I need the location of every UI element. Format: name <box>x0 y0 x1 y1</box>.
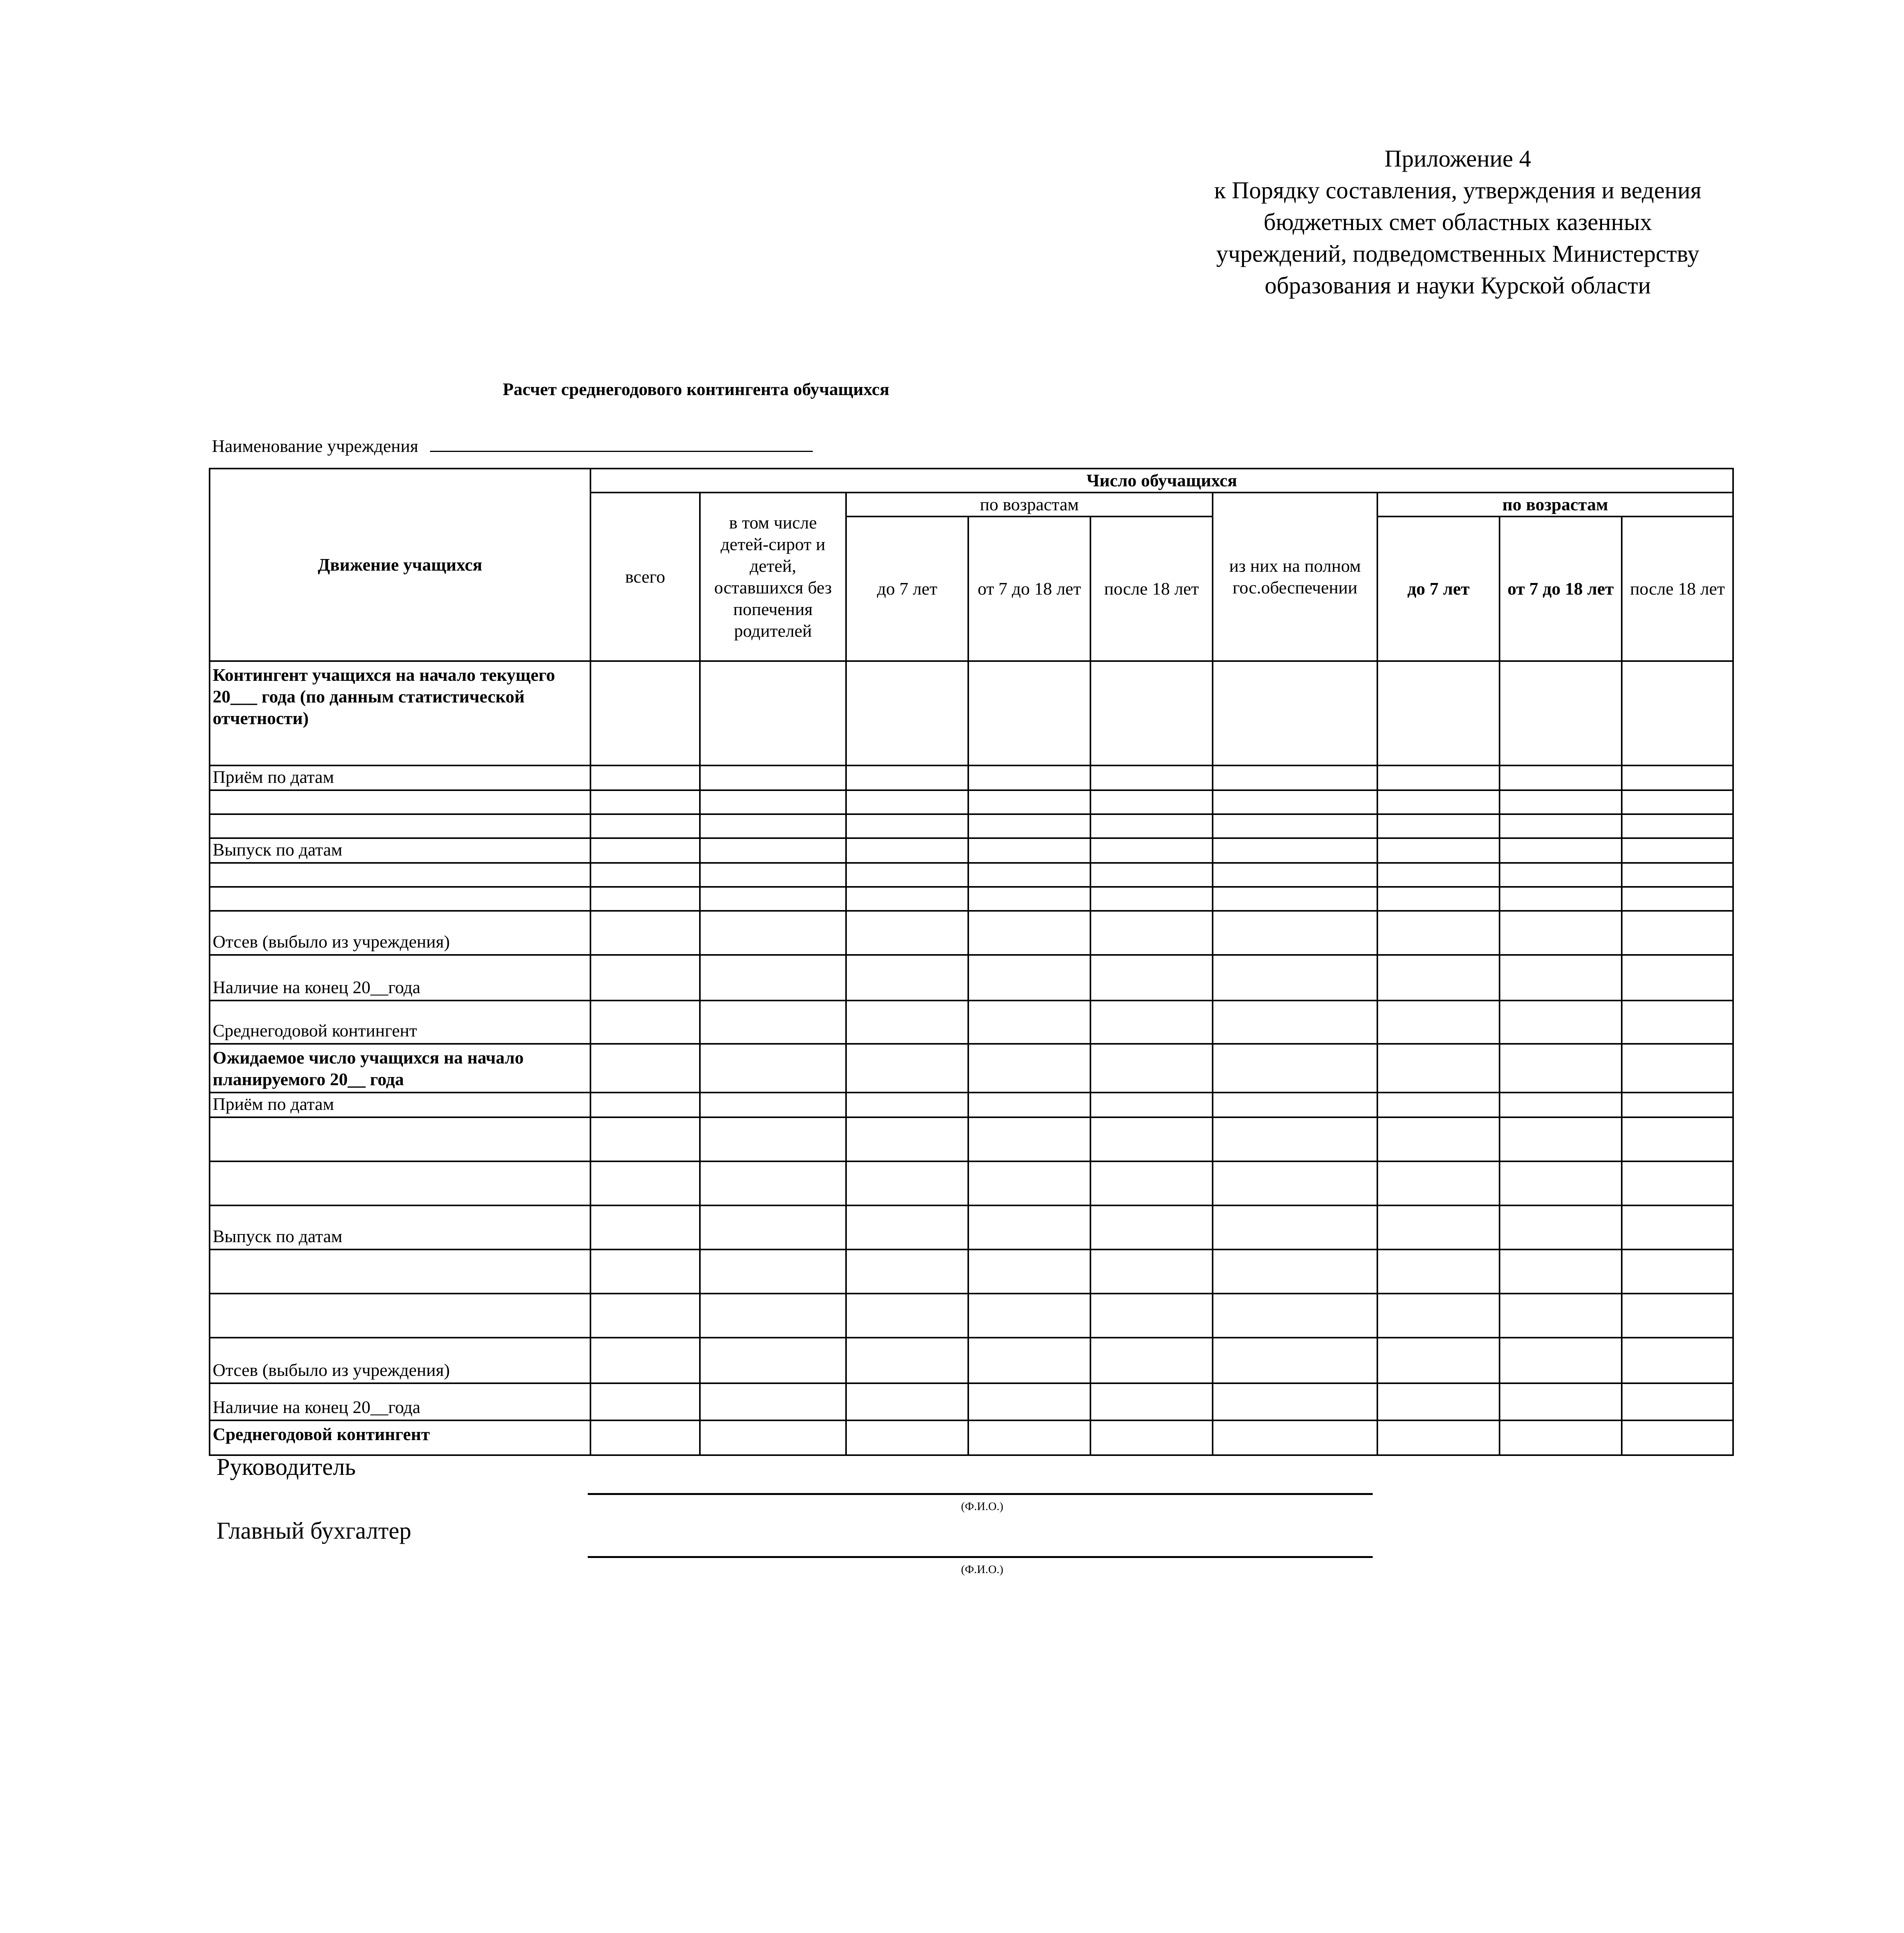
row-label <box>210 814 590 838</box>
table-cell[interactable] <box>846 863 968 887</box>
header-under-7: до 7 лет <box>1377 516 1500 661</box>
table-cell[interactable] <box>1622 661 1733 765</box>
header-students-count: Число обучащихся <box>590 469 1733 493</box>
table-cell[interactable] <box>590 1001 700 1044</box>
table-cell[interactable] <box>1213 1383 1377 1420</box>
table-cell[interactable] <box>1622 1117 1733 1161</box>
appendix-line: учреждений, подведомственных Министерству <box>1216 241 1699 267</box>
table-cell[interactable] <box>1213 1249 1377 1294</box>
institution-row <box>212 433 813 456</box>
table-cell[interactable] <box>590 661 700 765</box>
table-cell[interactable] <box>1213 814 1377 838</box>
table-cell[interactable] <box>1090 1093 1213 1117</box>
table-cell[interactable] <box>1622 911 1733 955</box>
table-cell[interactable] <box>1213 1338 1377 1383</box>
table-cell[interactable] <box>968 765 1090 790</box>
appendix-line: к Порядку составления, утверждения и ведения <box>1214 177 1701 204</box>
table-cell[interactable] <box>590 838 700 863</box>
table-cell[interactable] <box>1622 1044 1733 1093</box>
row-label <box>210 863 590 887</box>
table-row <box>210 1044 1733 1093</box>
table-cell[interactable] <box>1377 838 1500 863</box>
table-cell[interactable] <box>1622 1294 1733 1338</box>
contingent-table <box>209 468 1734 1456</box>
table-row <box>210 1338 1733 1383</box>
row-label: Выпуск по датам <box>210 1205 590 1249</box>
table-cell[interactable] <box>700 887 846 911</box>
row-label: Среднегодовой контингент <box>210 1001 590 1044</box>
table-cell[interactable] <box>1500 1338 1622 1383</box>
table-cell[interactable] <box>1090 863 1213 887</box>
table-cell[interactable] <box>1377 1383 1500 1420</box>
table-cell[interactable] <box>1377 1117 1500 1161</box>
table-cell[interactable] <box>1213 661 1377 765</box>
table-cell[interactable] <box>1377 661 1500 765</box>
table-cell[interactable] <box>1090 838 1213 863</box>
header-7-to-18: от 7 до 18 лет <box>968 516 1090 661</box>
table-cell[interactable] <box>1500 1093 1622 1117</box>
table-cell[interactable] <box>1090 911 1213 955</box>
row-label: Отсев (выбыло из учреждения) <box>210 1338 590 1383</box>
form-title: Расчет среднегодового контингента обучащихся <box>503 379 889 399</box>
table-cell[interactable] <box>700 863 846 887</box>
table-cell[interactable] <box>1377 790 1500 814</box>
table-cell[interactable] <box>1377 955 1500 1001</box>
appendix-block <box>1114 143 1802 302</box>
signature-caption: (Ф.И.О.) <box>961 1563 1003 1576</box>
table-header <box>210 469 1733 661</box>
table-row <box>210 790 1733 814</box>
table-cell[interactable] <box>1622 1001 1733 1044</box>
table-cell[interactable] <box>968 1161 1090 1205</box>
table-cell[interactable] <box>590 887 700 911</box>
appendix-line: Приложение 4 <box>1384 146 1531 172</box>
table-cell[interactable] <box>1622 1420 1733 1455</box>
header-7-to-18: от 7 до 18 лет <box>1500 516 1622 661</box>
table-cell[interactable] <box>700 838 846 863</box>
table-cell[interactable] <box>1500 1383 1622 1420</box>
row-label <box>210 887 590 911</box>
table-cell[interactable] <box>700 790 846 814</box>
table-cell[interactable] <box>968 1294 1090 1338</box>
table-cell[interactable] <box>1622 765 1733 790</box>
table-row <box>210 1420 1733 1455</box>
table-cell[interactable] <box>1213 1093 1377 1117</box>
table-cell[interactable] <box>1213 1294 1377 1338</box>
table-cell[interactable] <box>1500 887 1622 911</box>
table-cell[interactable] <box>1213 863 1377 887</box>
table-cell[interactable] <box>590 1093 700 1117</box>
table-cell[interactable] <box>1500 1161 1622 1205</box>
table-cell[interactable] <box>1500 1044 1622 1093</box>
table-cell[interactable] <box>700 1294 846 1338</box>
header-movement: Движение учащихся <box>210 469 590 661</box>
table-cell[interactable] <box>1377 1044 1500 1093</box>
table-cell[interactable] <box>1090 1205 1213 1249</box>
table-cell[interactable] <box>1090 765 1213 790</box>
table-cell[interactable] <box>700 661 846 765</box>
header-orphans: в том числе детей-сирот и детей, оставшихся без попечения родителей <box>700 493 846 661</box>
table-cell[interactable] <box>590 814 700 838</box>
table-cell[interactable] <box>700 911 846 955</box>
table-cell[interactable] <box>1213 911 1377 955</box>
table-row <box>210 1093 1733 1117</box>
table-cell[interactable] <box>1213 1205 1377 1249</box>
table-row <box>210 863 1733 887</box>
table-cell[interactable] <box>1213 1420 1377 1455</box>
appendix-line: образования и науки Курской области <box>1264 273 1651 299</box>
table-cell[interactable] <box>846 1117 968 1161</box>
table-cell[interactable] <box>1377 863 1500 887</box>
table-cell[interactable] <box>1090 1383 1213 1420</box>
row-label: Приём по датам <box>210 1093 590 1117</box>
table-cell[interactable] <box>1500 911 1622 955</box>
table-cell[interactable] <box>968 1249 1090 1294</box>
table-cell[interactable] <box>1213 887 1377 911</box>
table-cell[interactable] <box>1500 814 1622 838</box>
table-cell[interactable] <box>846 1001 968 1044</box>
table-cell[interactable] <box>968 838 1090 863</box>
table-cell[interactable] <box>590 1338 700 1383</box>
table-cell[interactable] <box>846 1420 968 1455</box>
table-cell[interactable] <box>590 1205 700 1249</box>
table-cell[interactable] <box>968 1205 1090 1249</box>
table-cell[interactable] <box>590 1420 700 1455</box>
table-cell[interactable] <box>1377 1249 1500 1294</box>
table-cell[interactable] <box>590 1044 700 1093</box>
table-cell[interactable] <box>968 1093 1090 1117</box>
table-cell[interactable] <box>590 1161 700 1205</box>
table-row <box>210 1161 1733 1205</box>
table-row <box>210 1294 1733 1338</box>
table-row <box>210 1001 1733 1044</box>
table-cell[interactable] <box>1213 1161 1377 1205</box>
table-cell[interactable] <box>1090 1338 1213 1383</box>
table-cell[interactable] <box>846 1205 968 1249</box>
table-cell[interactable] <box>1622 955 1733 1001</box>
table-cell[interactable] <box>846 1161 968 1205</box>
table-cell[interactable] <box>590 1294 700 1338</box>
row-label: Выпуск по датам <box>210 838 590 863</box>
table-cell[interactable] <box>1090 887 1213 911</box>
signature-line-accountant[interactable] <box>588 1556 1373 1558</box>
table-row <box>210 838 1733 863</box>
table-cell[interactable] <box>968 1001 1090 1044</box>
institution-blank-line[interactable] <box>430 433 813 452</box>
table-cell[interactable] <box>1090 1294 1213 1338</box>
table-cell[interactable] <box>700 955 846 1001</box>
table-cell[interactable] <box>1377 1338 1500 1383</box>
table-cell[interactable] <box>1377 911 1500 955</box>
table-cell[interactable] <box>846 887 968 911</box>
table-cell[interactable] <box>1500 1117 1622 1161</box>
table-cell[interactable] <box>1090 814 1213 838</box>
table-cell[interactable] <box>700 1001 846 1044</box>
table-cell[interactable] <box>1500 1205 1622 1249</box>
table-cell[interactable] <box>846 814 968 838</box>
table-cell[interactable] <box>1500 863 1622 887</box>
row-label <box>210 790 590 814</box>
table-cell[interactable] <box>1090 790 1213 814</box>
table-cell[interactable] <box>1090 1249 1213 1294</box>
table-cell[interactable] <box>700 1044 846 1093</box>
table-cell[interactable] <box>1090 1117 1213 1161</box>
table-cell[interactable] <box>968 863 1090 887</box>
table-cell[interactable] <box>1622 790 1733 814</box>
table-cell[interactable] <box>590 1117 700 1161</box>
table-cell[interactable] <box>968 911 1090 955</box>
table-row <box>210 1249 1733 1294</box>
row-label <box>210 1117 590 1161</box>
table-cell[interactable] <box>968 1117 1090 1161</box>
row-label: Среднегодовой контингент <box>210 1420 590 1455</box>
table-cell[interactable] <box>1213 1044 1377 1093</box>
table-cell[interactable] <box>1090 661 1213 765</box>
table-cell[interactable] <box>700 1249 846 1294</box>
table-cell[interactable] <box>1213 790 1377 814</box>
table-cell[interactable] <box>1500 955 1622 1001</box>
header-by-age: по возрастам <box>846 493 1213 516</box>
table-cell[interactable] <box>590 911 700 955</box>
table-cell[interactable] <box>700 765 846 790</box>
table-row <box>210 765 1733 790</box>
table-cell[interactable] <box>968 1338 1090 1383</box>
table-cell[interactable] <box>1377 887 1500 911</box>
institution-label: Наименование учреждения <box>212 436 418 456</box>
header-full-support: из них на полном гос.обеспечении <box>1213 493 1377 661</box>
table-row <box>210 661 1733 765</box>
table-cell[interactable] <box>590 955 700 1001</box>
header-total: всего <box>590 493 700 661</box>
signature-caption: (Ф.И.О.) <box>961 1500 1003 1513</box>
header-by-age: по возрастам <box>1377 493 1733 516</box>
table-cell[interactable] <box>1500 1249 1622 1294</box>
table-cell[interactable] <box>846 1294 968 1338</box>
row-label <box>210 1249 590 1294</box>
header-under-7: до 7 лет <box>846 516 968 661</box>
table-cell[interactable] <box>590 765 700 790</box>
row-label: Наличие на конец 20__года <box>210 1383 590 1420</box>
table-cell[interactable] <box>846 790 968 814</box>
table-cell[interactable] <box>590 790 700 814</box>
table-cell[interactable] <box>1622 814 1733 838</box>
table-cell[interactable] <box>700 1161 846 1205</box>
row-label <box>210 1294 590 1338</box>
row-label: Контингент учащихся на начало текущего 20___ года (по данным статистической отчетности) <box>210 661 590 765</box>
row-label <box>210 1161 590 1205</box>
appendix-line: бюджетных смет областных казенных <box>1263 209 1652 235</box>
table-cell[interactable] <box>1213 1117 1377 1161</box>
table-cell[interactable] <box>846 1249 968 1294</box>
table-cell[interactable] <box>1090 1044 1213 1093</box>
table-cell[interactable] <box>1622 1205 1733 1249</box>
table-row <box>210 1205 1733 1249</box>
table-cell[interactable] <box>1500 1420 1622 1455</box>
table-cell[interactable] <box>700 1420 846 1455</box>
table-cell[interactable] <box>1622 863 1733 887</box>
table-cell[interactable] <box>846 1093 968 1117</box>
table-row <box>210 911 1733 955</box>
table-cell[interactable] <box>700 1205 846 1249</box>
table-row <box>210 1117 1733 1161</box>
table-cell[interactable] <box>968 790 1090 814</box>
signature-accountant: Главный бухгалтер <box>217 1518 411 1544</box>
table-cell[interactable] <box>846 765 968 790</box>
table-cell[interactable] <box>1622 1338 1733 1383</box>
signature-line-head[interactable] <box>588 1493 1373 1495</box>
table-cell[interactable] <box>846 911 968 955</box>
table-row <box>210 955 1733 1001</box>
table-cell[interactable] <box>1090 1001 1213 1044</box>
table-cell[interactable] <box>1500 765 1622 790</box>
table-cell[interactable] <box>1213 955 1377 1001</box>
table-cell[interactable] <box>1377 1205 1500 1249</box>
table-cell[interactable] <box>590 1249 700 1294</box>
table-cell[interactable] <box>1213 1001 1377 1044</box>
table-cell[interactable] <box>590 863 700 887</box>
table-cell[interactable] <box>590 1383 700 1420</box>
table-cell[interactable] <box>1090 1420 1213 1455</box>
table-cell[interactable] <box>968 814 1090 838</box>
table-row <box>210 887 1733 911</box>
table-cell[interactable] <box>1622 887 1733 911</box>
table-cell[interactable] <box>1500 790 1622 814</box>
table-cell[interactable] <box>968 955 1090 1001</box>
header-over-18: после 18 лет <box>1622 516 1733 661</box>
table-row <box>210 814 1733 838</box>
table-cell[interactable] <box>700 814 846 838</box>
table-cell[interactable] <box>1090 1161 1213 1205</box>
table-cell[interactable] <box>1622 1093 1733 1117</box>
table-cell[interactable] <box>846 661 968 765</box>
table-cell[interactable] <box>1500 661 1622 765</box>
table-cell[interactable] <box>1622 1161 1733 1205</box>
table-cell[interactable] <box>1213 838 1377 863</box>
table-cell[interactable] <box>846 1338 968 1383</box>
table-cell[interactable] <box>968 1420 1090 1455</box>
table-cell[interactable] <box>846 1383 968 1420</box>
table-body <box>210 661 1733 1455</box>
table-cell[interactable] <box>968 661 1090 765</box>
table-cell[interactable] <box>1377 1001 1500 1044</box>
table-cell[interactable] <box>968 887 1090 911</box>
table-cell[interactable] <box>1622 838 1733 863</box>
signature-head: Руководитель <box>217 1454 356 1480</box>
table-cell[interactable] <box>846 838 968 863</box>
row-label: Приём по датам <box>210 765 590 790</box>
table-cell[interactable] <box>968 1383 1090 1420</box>
table-cell[interactable] <box>1500 1294 1622 1338</box>
table-cell[interactable] <box>700 1117 846 1161</box>
table-cell[interactable] <box>1377 1420 1500 1455</box>
table-cell[interactable] <box>1500 838 1622 863</box>
row-label: Ожидаемое число учащихся на начало планируемого 20__ года <box>210 1044 590 1093</box>
table-row <box>210 1383 1733 1420</box>
table-cell[interactable] <box>700 1383 846 1420</box>
table-cell[interactable] <box>1090 955 1213 1001</box>
row-label: Наличие на конец 20__года <box>210 955 590 1001</box>
table-cell[interactable] <box>846 1044 968 1093</box>
table-cell[interactable] <box>1622 1383 1733 1420</box>
table-cell[interactable] <box>700 1338 846 1383</box>
table-cell[interactable] <box>1622 1249 1733 1294</box>
table-cell[interactable] <box>1377 1093 1500 1117</box>
header-over-18: после 18 лет <box>1090 516 1213 661</box>
table-cell[interactable] <box>700 1093 846 1117</box>
table-cell[interactable] <box>1213 765 1377 790</box>
row-label: Отсев (выбыло из учреждения) <box>210 911 590 955</box>
table-cell[interactable] <box>1377 1294 1500 1338</box>
table-cell[interactable] <box>1500 1001 1622 1044</box>
table-cell[interactable] <box>846 955 968 1001</box>
table-cell[interactable] <box>1377 1161 1500 1205</box>
table-cell[interactable] <box>968 1044 1090 1093</box>
table-cell[interactable] <box>1377 814 1500 838</box>
table-cell[interactable] <box>1377 765 1500 790</box>
